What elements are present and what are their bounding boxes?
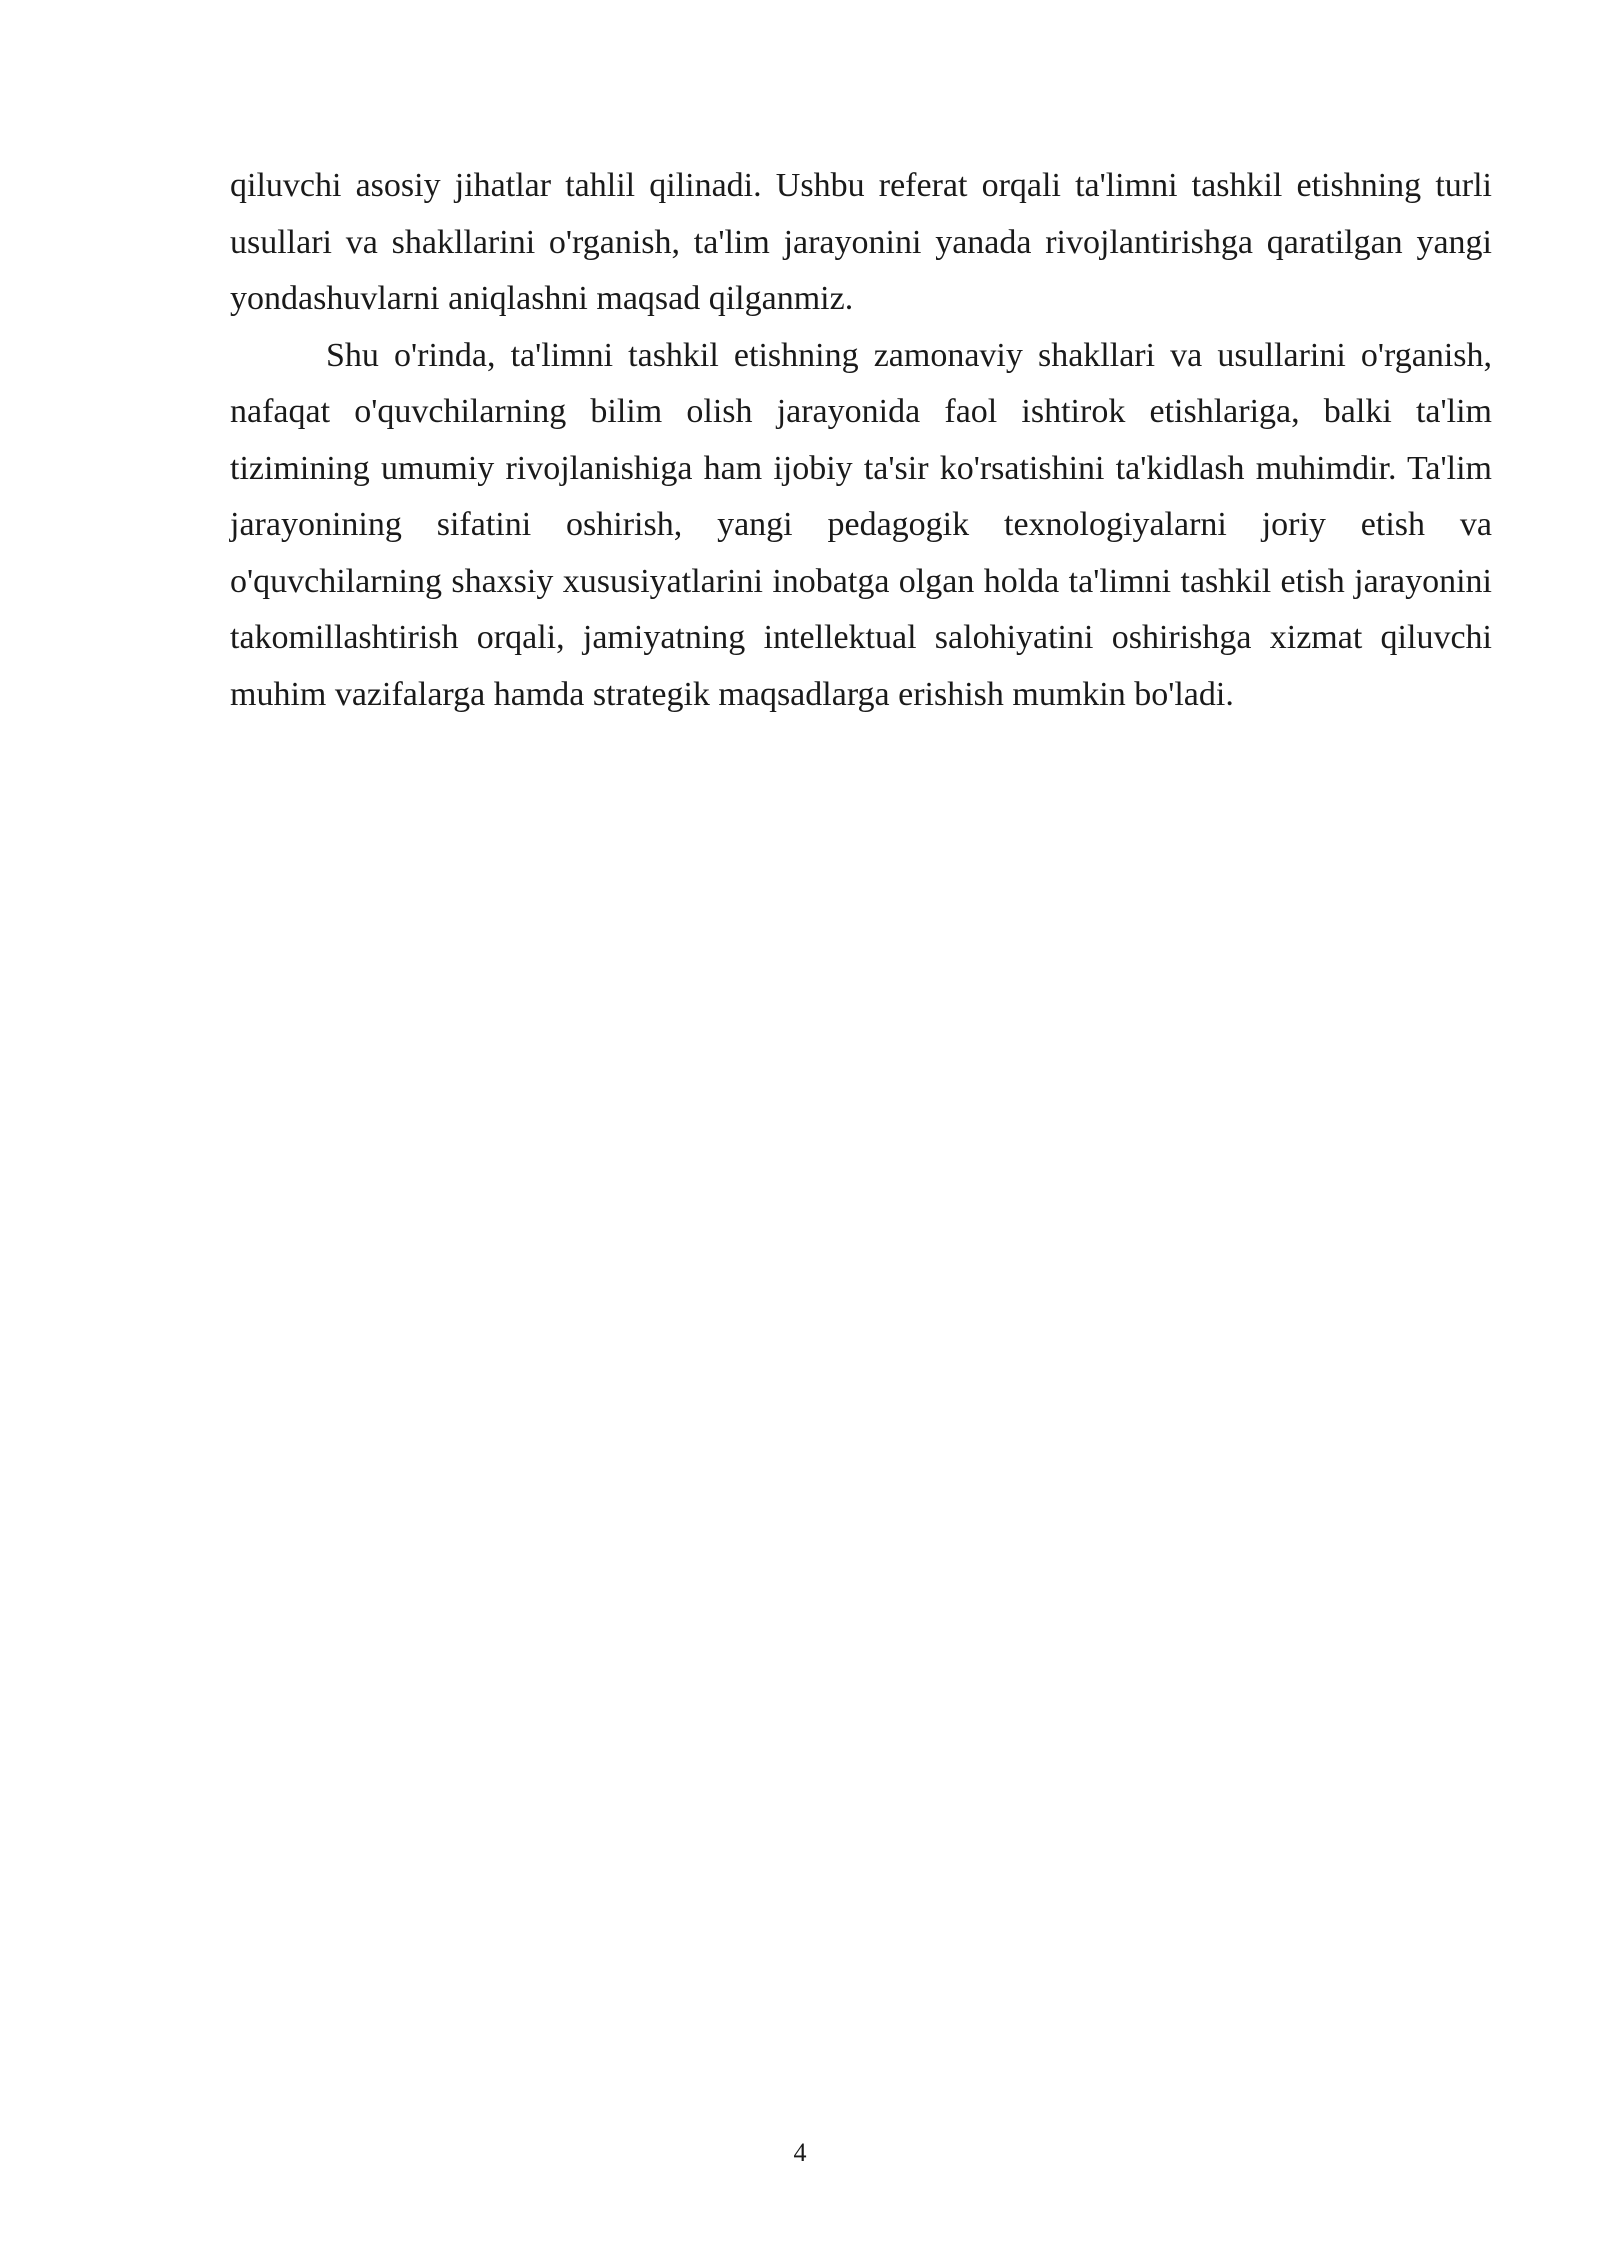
paragraph-continuation: qiluvchi asosiy jihatlar tahlil qilinadi. Ushbu referat orqali ta'limni tashkil etishning turli usullari va shakllarini o'rganish, ta'lim jarayonini yanada rivojlantirishga qaratilgan yangi yondashuvlarni aniqlashni maqsad qilganmiz. <box>230 167 1492 317</box>
page-number: 4 <box>793 2138 807 2167</box>
paragraph: Shu o'rinda, ta'limni tashkil etishning zamonaviy shakllari va usullarini o'rganish, nafaqat o'quvchilarning bilim olish jarayonida faol ishtirok etishlariga, balki ta'lim tizimining umumiy rivojlanishiga ham ijobiy ta'sir ko'rsatishini ta'kidlash muhimdir. Ta'lim jarayonining sifatini oshirish, yangi pedagogik texnologiyalarni joriy etish va o'quvchilarning shaxsiy xususiyatlarini inobatga olgan holda ta'limni tashkil etish jarayonini takomillashtirish orqali, jamiyatning intellektual salohiyatini oshirishga xizmat qiluvchi muhim vazifalarga hamda strategik maqsadlarga erishish mumkin bo'ladi. <box>230 336 1492 713</box>
body-text <box>230 158 1492 723</box>
